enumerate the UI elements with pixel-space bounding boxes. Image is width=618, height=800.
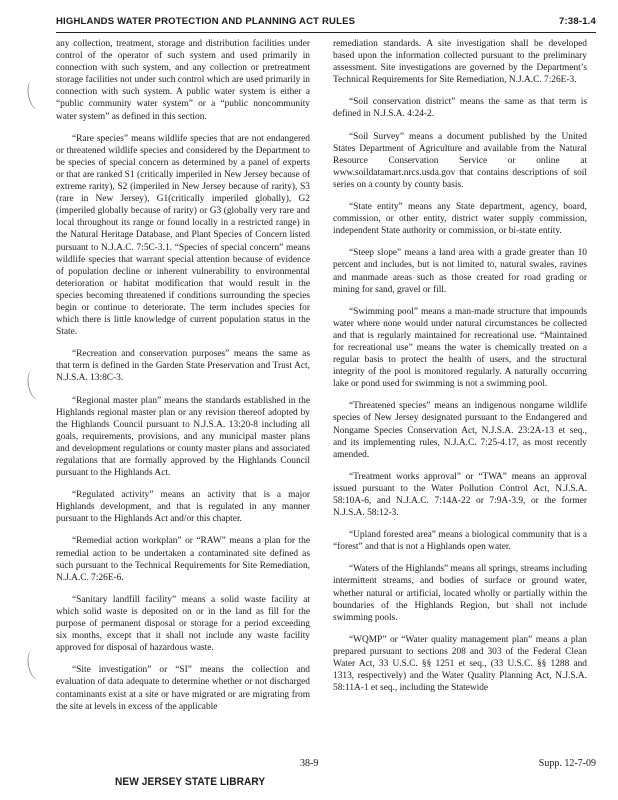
paragraph: “Regulated activity” means an activity that is a major Highlands development, and that is regulated in any manner pursuant to the Highlands Act and/or this chapter. (56, 490, 310, 525)
paragraph: remediation standards. A site investigation shall be developed based upon the information collected pursuant to the preliminary assessment. Site investigations are governed by the Department’s Technical Requirements for Site Remediation, N.J.A.C. 7:26E-3. (333, 39, 587, 86)
paragraph: “Threatened species” means an indigenous nongame wildlife species of New Jersey designated pursuant to the Endangered and Nongame Species Conservation Act, N.J.S.A. 23:2A-13 et seq., and its implementing rules, N.J.A.C. 7:25-4.17, as most recently amended. (333, 401, 587, 460)
library-stamp: NEW JERSEY STATE LIBRARY (115, 776, 266, 788)
paragraph: “Soil Survey” means a document published by the United States Department of Agriculture and available from the Natural Resource Conservation Service or online at www.soildatamart.nrcs.usda.gov that contains descriptions of soil series on a county by county basis. (333, 131, 587, 190)
scan-margin-mark (25, 369, 46, 401)
running-header (56, 16, 596, 27)
supplement-date: Supp. 12-7-09 (538, 758, 596, 769)
scan-margin-mark (25, 649, 46, 681)
paragraph: “Steep slope” means a land area with a grade greater than 10 percent and includes, but is not limited to, natural swales, ravines and manmade areas such as those created for road grading or mining for sand, gravel or fill. (333, 248, 587, 295)
page-number: 38-9 (300, 758, 319, 769)
paragraph: “Soil conservation district” means the same as that term is defined in N.J.S.A. 4:24-2. (333, 97, 587, 120)
left-column (56, 38, 310, 723)
paragraph: “Remedial action workplan” or “RAW” means a plan for the remedial action to be undertaken a contaminated site defined as such pursuant to the Technical Requirements for Site Remediation, N.J.A.C. 7:26E-6. (56, 536, 310, 583)
paragraph: any collection, treatment, storage and distribution facilities under control of the operator of such system and used primarily in connection with such system, and any collection or pretreatment storage facilities not under such control which are used primarily in connection with such system. A public water system is either a “public community water system” or a “public noncommunity water system” as defined in this section. (56, 39, 310, 122)
header-rule (56, 32, 596, 33)
scan-margin-mark (25, 79, 46, 111)
paragraph: “Treatment works approval” or “TWA” means an approval issued pursuant to the Water Pollution Control Act, N.J.S.A. 58:10A-6, and N.J.A.C. 7:14A-22 or 7:9A-3.9, or the former N.J.S.A. 58:12-3. (333, 471, 587, 519)
paragraph: “Waters of the Highlands” means all springs, streams including intermittent streams, and bodies of surface or ground water, whether natural or artificial, located wholly or partially within the boundaries of the Highlands Region, but shall not include swimming pools. (333, 564, 587, 623)
paragraph: “Regional master plan” means the standards established in the Highlands regional master plan or any revision thereof adopted by the Highlands Council pursuant to N.J.S.A. 13:20-8 including all goals, requirements, provisions, and any municipal master plans and development regulations or county master plans and associated regulations that are formally approved by the Highlands Council pursuant to the Highlands Act. (56, 395, 310, 479)
paragraph: “Sanitary landfill facility” means a solid waste facility at which solid waste is deposited on or in the land as fill for the purpose of permanent disposal or storage for a period exceeding six months, except that it shall not include any waste facility approved for disposal of hazardous waste. (56, 594, 310, 654)
paragraph: “State entity” means any State department, agency, board, commission, or other entity, district water supply commission, independent State authority or commission, or bi-state entity. (333, 202, 587, 237)
header-title: HIGHLANDS WATER PROTECTION AND PLANNING ACT RULES (56, 16, 356, 27)
header-section: 7:38-1.4 (559, 16, 596, 27)
paragraph: “Recreation and conservation purposes” means the same as that term is defined in the Garden State Preservation and Trust Act, N.J.S.A. 13:8C-3. (56, 349, 310, 384)
paragraph: “Upland forested area” means a biological community that is a “forest” and that is not a Highlands open water. (333, 530, 587, 553)
paragraph: “WQMP” or “Water quality management plan” means a plan prepared pursuant to sections 208 and 303 of the Federal Clean Water Act, 33 U.S.C. §§ 1251 et seq., (33 U.S.C. §§ 1288 and 1313, respectively) and the Water Quality Planning Act, N.J.S.A. 58:11A-1 et seq., including the Statewide (333, 634, 587, 694)
paragraph: “Rare species” means wildlife species that are not endangered or threatened wildlife species and considered by the Department to be species of special concern as determined by a panel of experts or that are ranked S1 (critically imperiled in New Jersey because of extreme rarity), S2 (imperiled in New Jersey because of rarity), S3 (rare in New Jersey), G1(critically imperiled globally), G2 (imperiled globally because of rarity) or G3 (globally very rare and local throughout its range or found locally in a restricted range) in the Natural Heritage Database, and Plant Species of Concern listed pursuant to N.J.A.C. 7:5C-3.1. “Species of special concern” means wildlife species that warrant special attention because of evidence of population decline or inherent vulnerability to environmental deterioration or habitat modification that would result in the species becoming threatened if conditions surrounding the species begin or continue to deteriorate. The term includes species for which there is little knowledge of current population status in the State. (56, 133, 310, 338)
paragraph: “Site investigation” or “SI” means the collection and evaluation of data adequate to determine whether or not discharged contaminants exist at a site or have migrated or are migrating from the site at levels in excess of the applicable (56, 665, 310, 712)
paragraph: “Swimming pool” means a man-made structure that impounds water where none would under natural circumstances be collected and that is regularly maintained for recreational use. “Maintained for recreational use” means the water is chemically treated on a regular basis to protect the health of users, and the structural integrity of the pool is monitored regularly. A naturally occurring lake or pond used for swimming is not a swimming pool. (333, 306, 587, 390)
right-column (333, 38, 587, 704)
